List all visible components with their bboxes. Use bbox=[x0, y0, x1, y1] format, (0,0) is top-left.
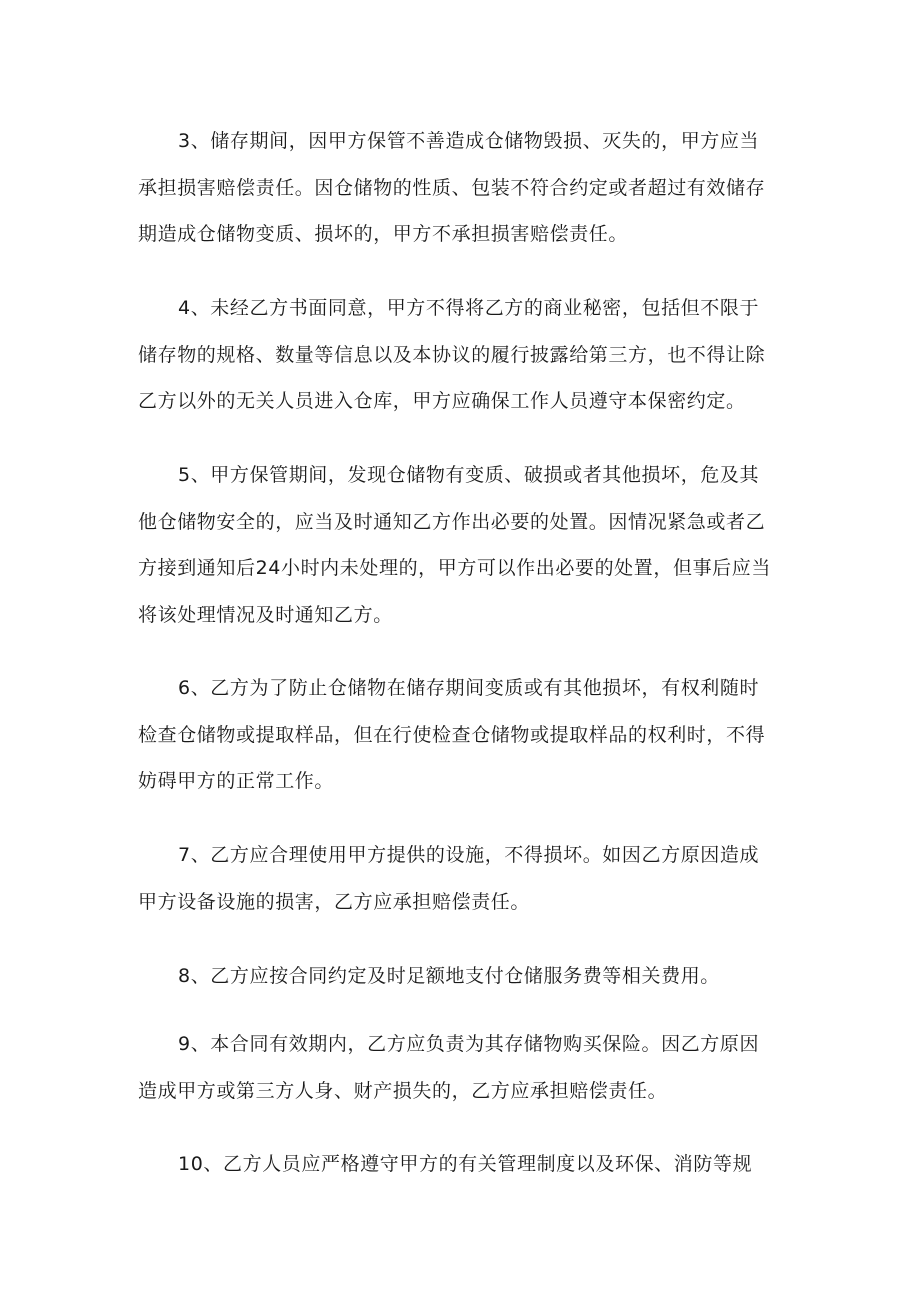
clause-10: 10、乙方人员应严格遵守甲方的有关管理制度以及环保、消防等规 bbox=[178, 1153, 753, 1175]
clause-6: 6、乙方为了防止仓储物在储存期间变质或有其他损坏，有权利随时检查仓储物或提取样品，但在行使检查仓储物或提取样品的权利时，不得妨碍甲方的正常工作。 bbox=[138, 677, 766, 792]
clause-5: 5、甲方保管期间，发现仓储物有变质、破损或者其他损坏，危及其他仓储物安全的，应当及时通知乙方作出必要的处置。因情况紧急或者乙方接到通知后24小时内未处理的，甲方可以作出必要的处置，但事后应当将该处理情况及时通知乙方。 bbox=[138, 464, 771, 626]
clause-4: 4、未经乙方书面同意，甲方不得将乙方的商业秘密，包括但不限于储存物的规格、数量等信息以及本协议的履行披露给第三方，也不得让除乙方以外的无关人员进入仓库，甲方应确保工作人员遵守本保密约定。 bbox=[138, 297, 766, 412]
clause-8: 8、乙方应按合同约定及时足额地支付仓储服务费等相关费用。 bbox=[178, 965, 720, 987]
clause-7: 7、乙方应合理使用甲方提供的设施，不得损坏。如因乙方原因造成甲方设备设施的损害，乙方应承担赔偿责任。 bbox=[138, 844, 760, 913]
clause-3: 3、储存期间，因甲方保管不善造成仓储物毁损、灭失的，甲方应当承担损害赔偿责任。因仓储物的性质、包装不符合约定或者超过有效储存期造成仓储物变质、损坏的，甲方不承担损害赔偿责任。 bbox=[138, 130, 766, 245]
clause-9: 9、本合同有效期内，乙方应负责为其存储物购买保险。因乙方原因造成甲方或第三方人身、财产损失的，乙方应承担赔偿责任。 bbox=[138, 1033, 760, 1102]
